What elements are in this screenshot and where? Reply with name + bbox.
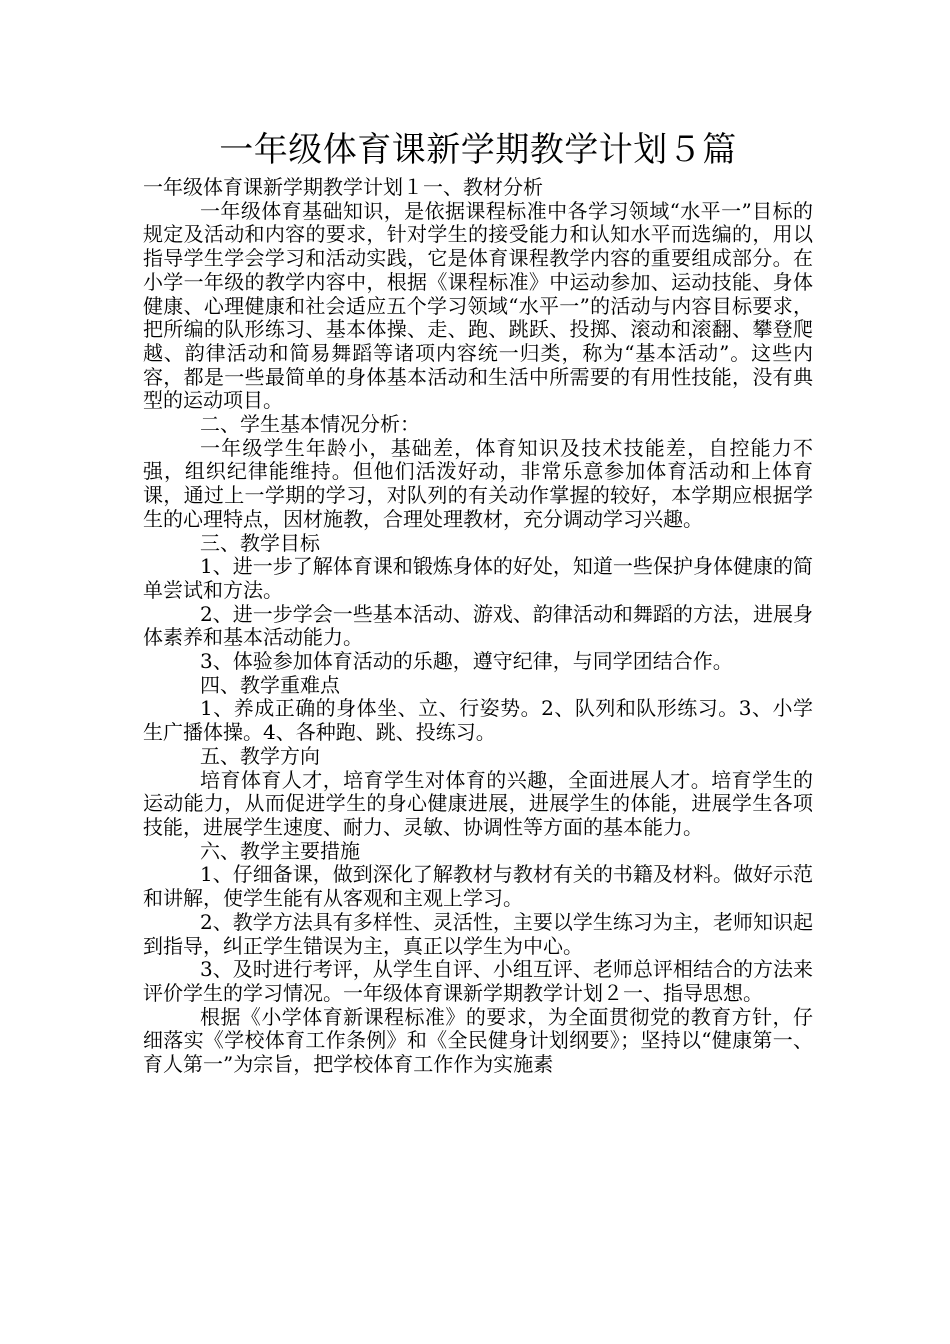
- body-paragraph: 一年级学生年龄小，基础差，体育知识及技术技能差，自控能力不强，组织纪律能维持。但他们活泼好动，非常乐意参加体育活动和上体育课，通过上一学期的学习，对队列的有关动作掌握的较好，本学期应根据学生的心理特点，因材施教，合理处理教材，充分调动学习兴趣。: [143, 435, 813, 531]
- body-paragraph: 培育体育人才，培育学生对体育的兴趣，全面进展人才。培育学生的运动能力，从而促进学生的身心健康进展，进展学生的体能，进展学生各项技能，进展学生速度、耐力、灵敏、协调性等方面的基本能力。: [143, 767, 813, 839]
- section-heading: 三、教学目标: [200, 530, 320, 555]
- body-paragraph: 一年级体育基础知识，是依据课程标准中各学习领域“水平一”目标的规定及活动和内容的要求，针对学生的接受能力和认知水平而选编的，用以指导学生学会学习和活动实践，它是体育课程教学内容的重要组成部分。在小学一年级的教学内容中，根据《课程标准》中运动参加、运动技能、身体健康、心理健康和社会适应五个学习领域“水平一”的活动与内容目标要求，把所编的队形练习、基本体操、走、跑、跳跃、投掷、滚动和滚翻、攀登爬越、韵律活动和简易舞蹈等诸项内容统一归类，称为“基本活动”。这些内容，都是一些最简单的身体基本活动和生活中所需要的有用性技能，没有典型的运动项目。: [143, 198, 813, 413]
- document-title: 一年级体育课新学期教学计划５篇: [219, 130, 737, 170]
- section-heading: 二、学生基本情况分析：: [200, 412, 420, 437]
- section-intro-line: 一年级体育课新学期教学计划１一、教材分析: [143, 175, 543, 199]
- list-item: 3、体验参加体育活动的乐趣，遵守纪律，与同学团结合作。: [200, 649, 733, 674]
- section-heading: 六、教学主要措施: [200, 838, 360, 863]
- list-item: 3、及时进行考评，从学生自评、小组互评、老师总评相结合的方法来评价学生的学习情况。一年级体育课新学期教学计划２一、指导思想。: [143, 957, 813, 1005]
- list-item: 2、教学方法具有多样性、灵活性，主要以学生练习为主，老师知识起到指导，纠正学生错误为主，真正以学生为中心。: [143, 909, 813, 958]
- list-item: 1、仔细备课，做到深化了解教材与教材有关的书籍及材料。做好示范和讲解，使学生能有从客观和主观上学习。: [143, 862, 813, 911]
- body-paragraph: 根据《小学体育新课程标准》的要求，为全面贯彻党的教育方针，仔细落实《学校体育工作条例》和《全民健身计划纲要》；坚持以“健康第一、育人第一”为宗旨，把学校体育工作作为实施素: [143, 1004, 813, 1077]
- document-page: [143, 0, 813, 1077]
- list-item: 1、进一步了解体育课和锻炼身体的好处，知道一些保护身体健康的简单尝试和方法。: [143, 554, 813, 602]
- section-heading: 五、教学方向: [200, 743, 320, 768]
- document-body: [143, 176, 813, 1077]
- section-heading: 四、教学重难点: [200, 672, 340, 697]
- body-paragraph: 1、养成正确的身体坐、立、行姿势。2、队列和队形练习。3、小学生广播体操。4、各种跑、跳、投练习。: [143, 696, 813, 745]
- list-item: 2、进一步学会一些基本活动、游戏、韵律活动和舞蹈的方法，进展身体素养和基本活动能力。: [143, 601, 813, 650]
